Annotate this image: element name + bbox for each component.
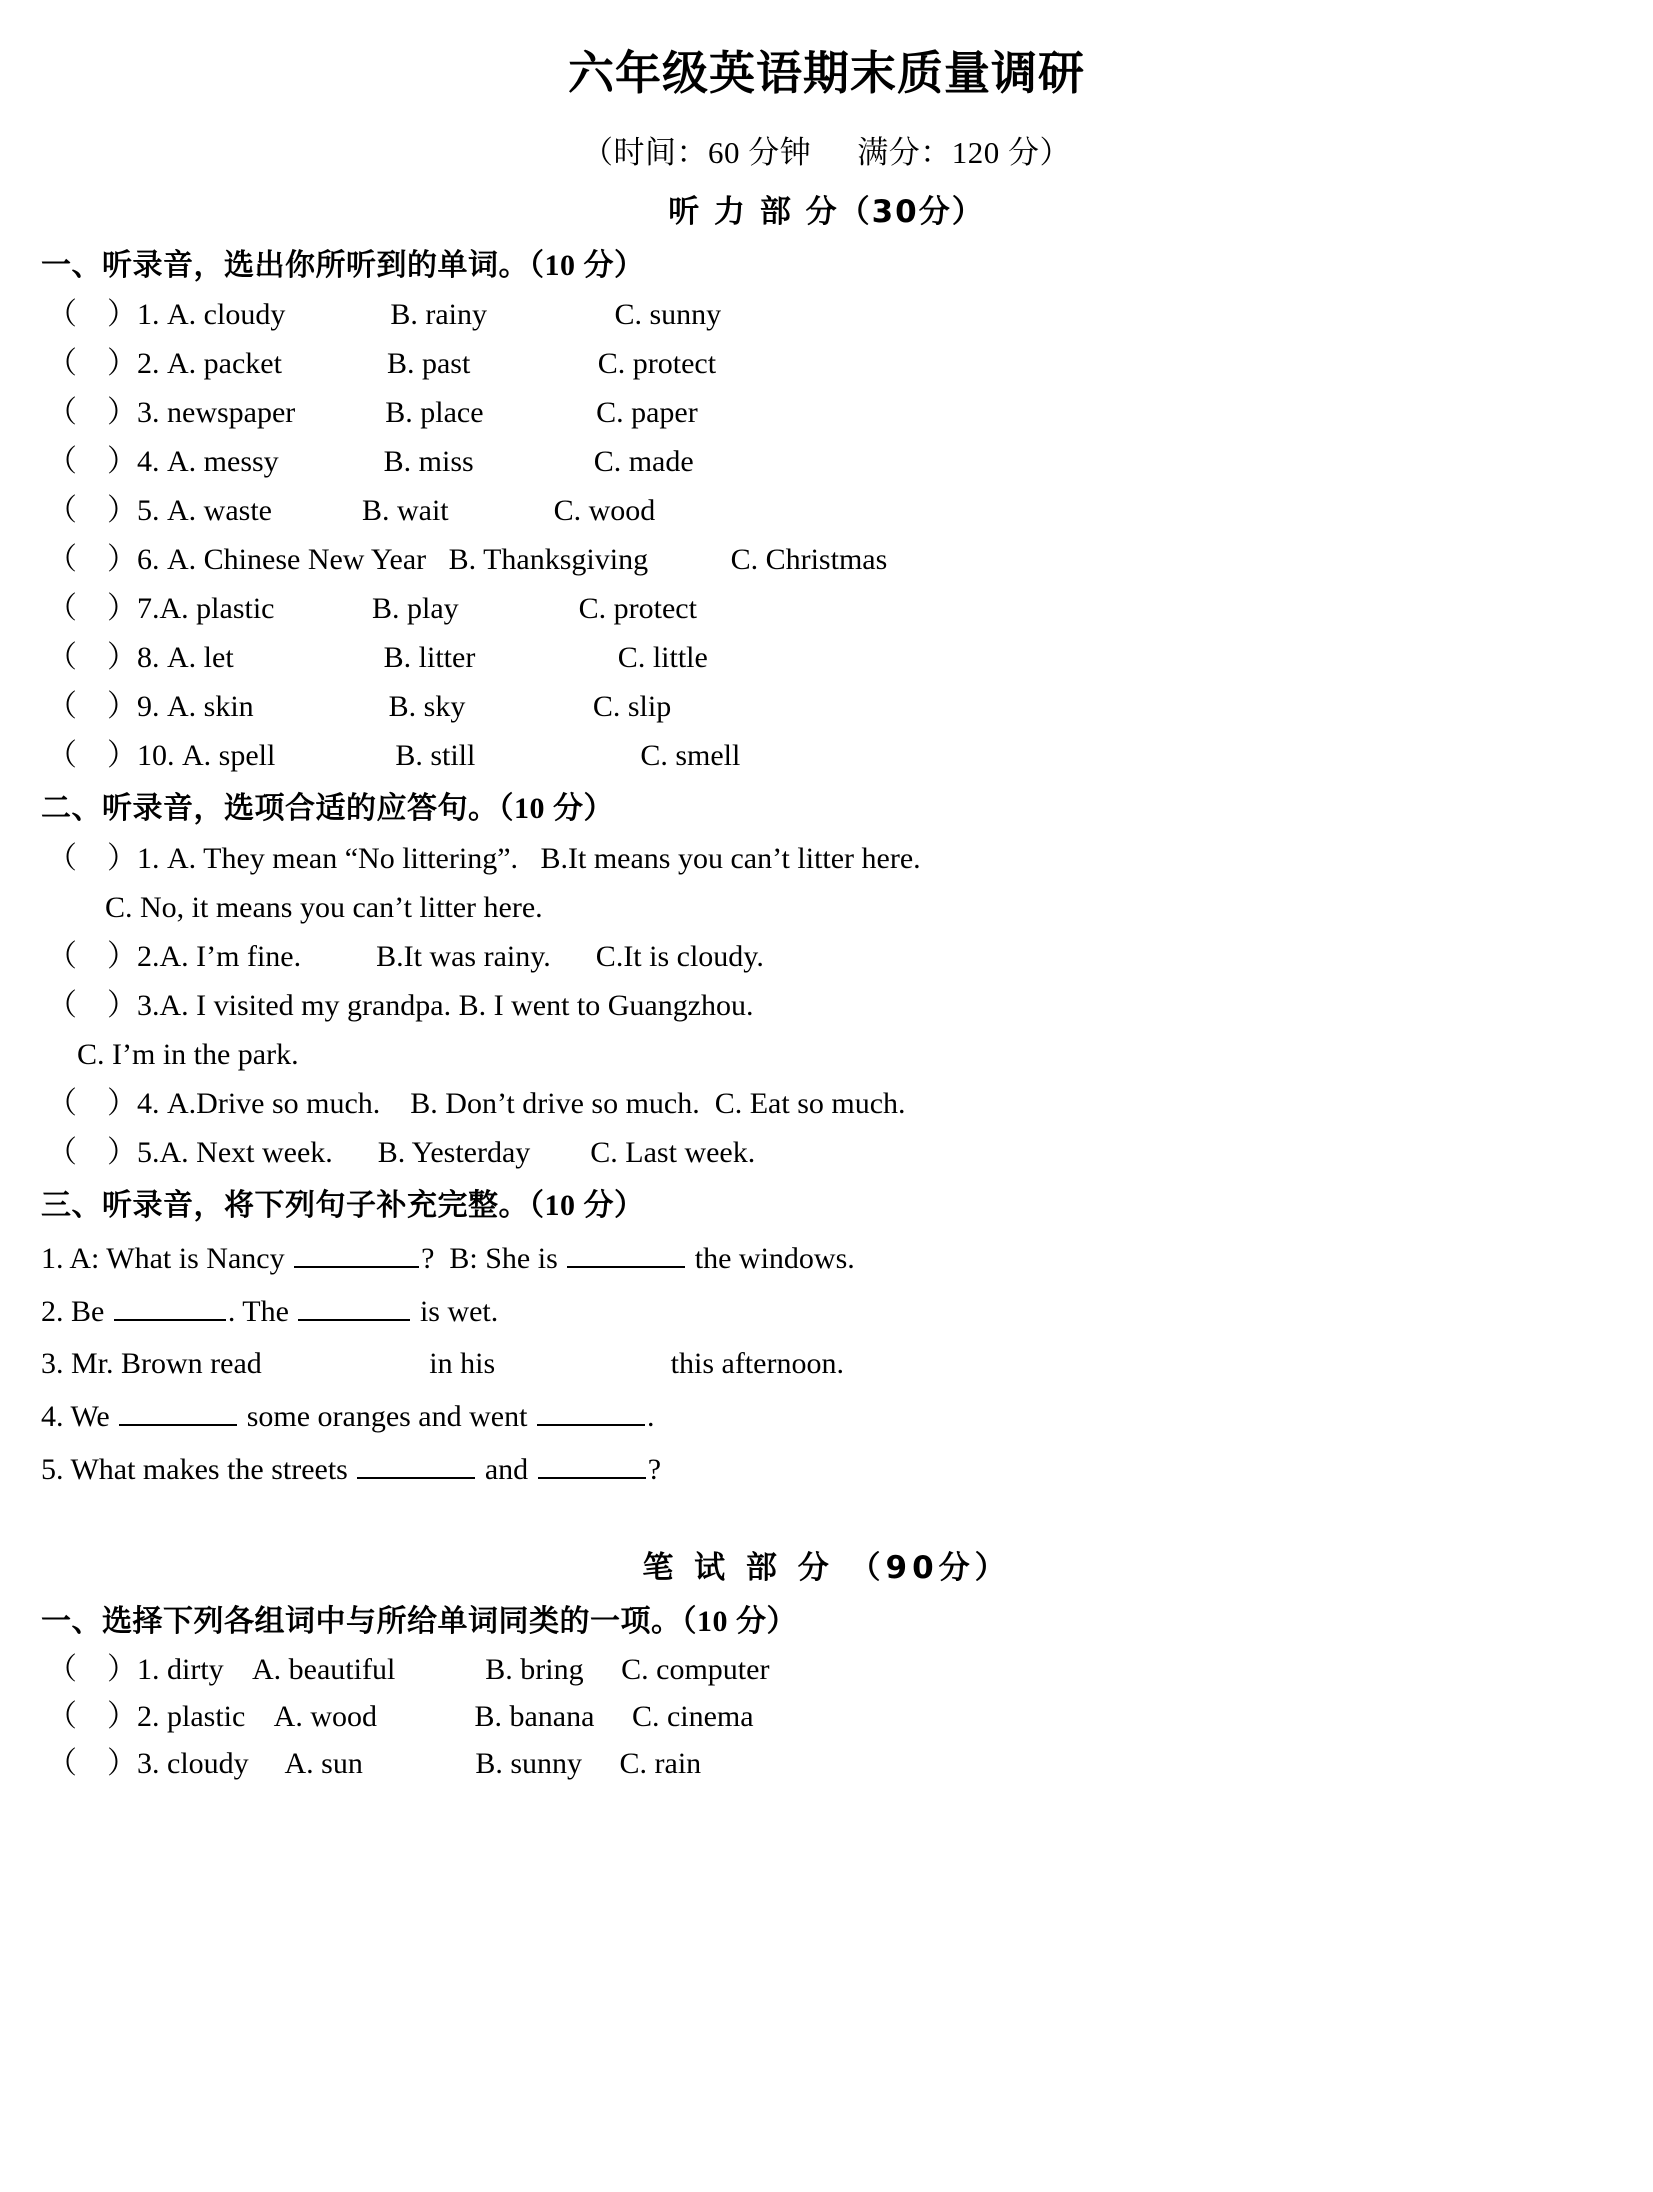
- sentence-text: is wet.: [412, 1295, 499, 1329]
- answer-brace[interactable]: （ ）: [47, 841, 137, 875]
- question-row[interactable]: [0, 1735, 1653, 1782]
- question-row[interactable]: [0, 480, 1653, 529]
- question-row[interactable]: [0, 333, 1653, 382]
- sentence-text: .: [646, 1400, 655, 1434]
- sentence-text: 4. We: [41, 1400, 118, 1434]
- question-text: 4. A. messy B. miss C. made: [137, 445, 694, 479]
- question-row[interactable]: [0, 431, 1653, 480]
- section-heading-listening-1: 一、听录音，选出你所听到的单词。（10 分）: [41, 248, 645, 282]
- answer-blank[interactable]: [294, 1240, 419, 1268]
- sentence-text: 5. What makes the streets: [41, 1453, 356, 1487]
- written-part-heading: 笔 试 部 分 （90分）: [642, 1550, 1011, 1587]
- answer-blank[interactable]: [298, 1293, 410, 1321]
- question-row[interactable]: [0, 627, 1653, 676]
- question-row[interactable]: [0, 382, 1653, 431]
- answer-brace[interactable]: （ ）: [47, 1135, 137, 1169]
- answer-brace[interactable]: （ ）: [47, 939, 137, 973]
- question-row[interactable]: [0, 1641, 1653, 1688]
- page-title: 六年级英语期末质量调研: [568, 46, 1085, 100]
- question-row[interactable]: [0, 725, 1653, 774]
- answer-brace[interactable]: （ ）: [47, 1746, 137, 1780]
- answer-brace[interactable]: （ ）: [47, 445, 137, 479]
- question-row[interactable]: [0, 828, 1653, 877]
- answer-brace[interactable]: （ ）: [47, 298, 137, 332]
- answer-blank[interactable]: [269, 1347, 429, 1373]
- sentence-text: ? B: She is: [421, 1242, 566, 1276]
- question-text: 4. A.Drive so much. B. Don’t drive so much. C. Eat so much.: [137, 1086, 906, 1120]
- sentence-text: some oranges and went: [239, 1400, 535, 1434]
- sentence-text: and: [477, 1453, 536, 1487]
- question-row[interactable]: [0, 676, 1653, 725]
- sentence-text: 3. Mr. Brown read: [41, 1347, 270, 1381]
- question-text: 2. A. packet B. past C. protect: [137, 347, 717, 381]
- question-text: 1. A. They mean “No littering”. B.It means you can’t litter here.: [137, 841, 921, 875]
- answer-brace[interactable]: （ ）: [47, 1652, 137, 1686]
- answer-brace[interactable]: （ ）: [47, 1086, 137, 1120]
- question-text: 5. A. waste B. wait C. wood: [137, 494, 656, 528]
- question-text: 3. newspaper B. place C. paper: [137, 396, 698, 430]
- question-text: 3.A. I visited my grandpa. B. I went to Guangzhou.: [137, 988, 754, 1022]
- section-heading-listening-3: 三、听录音，将下列句子补充完整。（10 分）: [41, 1188, 645, 1222]
- answer-brace[interactable]: （ ）: [47, 494, 137, 528]
- answer-brace[interactable]: （ ）: [47, 690, 137, 724]
- sentence-text: in his: [429, 1347, 503, 1381]
- answer-blank[interactable]: [503, 1347, 671, 1373]
- question-text: 5.A. Next week. B. Yesterday C. Last week.: [137, 1135, 756, 1169]
- question-text: 10. A. spell B. still C. smell: [137, 739, 741, 773]
- question-text: 2. plastic A. wood B. banana C. cinema: [137, 1699, 754, 1733]
- fill-blank-row[interactable]: [0, 1224, 1653, 1277]
- question-text: 7.A. plastic B. play C. protect: [137, 592, 697, 626]
- listening-part-heading: 听 力 部 分（30分）: [668, 193, 985, 230]
- answer-blank[interactable]: [567, 1240, 685, 1268]
- sentence-text: the windows.: [687, 1242, 855, 1276]
- question-text: 1. dirty A. beautiful B. bring C. computer: [137, 1652, 770, 1686]
- exam-total-score: 满分：120 分）: [857, 134, 1071, 170]
- question-option-continuation: C. I’m in the park.: [77, 1037, 299, 1071]
- answer-blank[interactable]: [537, 1398, 645, 1426]
- answer-brace[interactable]: （ ）: [47, 1699, 137, 1733]
- answer-brace[interactable]: （ ）: [47, 347, 137, 381]
- answer-blank[interactable]: [114, 1293, 226, 1321]
- question-row[interactable]: [0, 284, 1653, 333]
- sentence-text: this afternoon.: [670, 1347, 844, 1381]
- question-text: 9. A. skin B. sky C. slip: [137, 690, 672, 724]
- sentence-text: 1. A: What is Nancy: [41, 1242, 293, 1276]
- exam-meta: [0, 99, 1653, 172]
- question-row[interactable]: [0, 975, 1653, 1024]
- answer-blank[interactable]: [357, 1451, 475, 1479]
- section-spacer: [0, 1488, 1653, 1542]
- answer-blank[interactable]: [119, 1398, 237, 1426]
- answer-blank[interactable]: [538, 1451, 646, 1479]
- question-text: 3. cloudy A. sun B. sunny C. rain: [137, 1746, 702, 1780]
- question-text: 6. A. Chinese New Year B. Thanksgiving C. Christmas: [137, 543, 888, 577]
- fill-blank-row[interactable]: [0, 1435, 1653, 1488]
- answer-brace[interactable]: （ ）: [47, 543, 137, 577]
- question-row[interactable]: [0, 926, 1653, 975]
- sentence-text: ?: [647, 1453, 662, 1487]
- section-heading-listening-2: 二、听录音，选项合适的应答句。（10 分）: [41, 792, 614, 826]
- exam-time: （时间：60 分钟: [582, 134, 812, 170]
- question-row[interactable]: [0, 1122, 1653, 1171]
- question-text: 8. A. let B. litter C. little: [137, 641, 708, 675]
- answer-brace[interactable]: （ ）: [47, 396, 137, 430]
- fill-blank-row[interactable]: [0, 1382, 1653, 1435]
- section-heading-written-1: 一、选择下列各组词中与所给单词同类的一项。（10 分）: [41, 1605, 797, 1639]
- answer-brace[interactable]: （ ）: [47, 592, 137, 626]
- question-row[interactable]: [0, 1688, 1653, 1735]
- fill-blank-row[interactable]: [0, 1277, 1653, 1330]
- fill-blank-row[interactable]: [0, 1330, 1653, 1382]
- question-text: 1. A. cloudy B. rainy C. sunny: [137, 298, 722, 332]
- question-row[interactable]: [0, 578, 1653, 627]
- answer-brace[interactable]: （ ）: [47, 641, 137, 675]
- question-row[interactable]: [0, 529, 1653, 578]
- question-option-continuation: C. No, it means you can’t litter here.: [105, 890, 543, 924]
- sentence-text: 2. Be: [41, 1295, 112, 1329]
- answer-brace[interactable]: （ ）: [47, 988, 137, 1022]
- question-row[interactable]: [0, 1073, 1653, 1122]
- sentence-text: . The: [227, 1295, 297, 1329]
- answer-brace[interactable]: （ ）: [47, 739, 137, 773]
- question-text: 2.A. I’m fine. B.It was rainy. C.It is cloudy.: [137, 939, 764, 973]
